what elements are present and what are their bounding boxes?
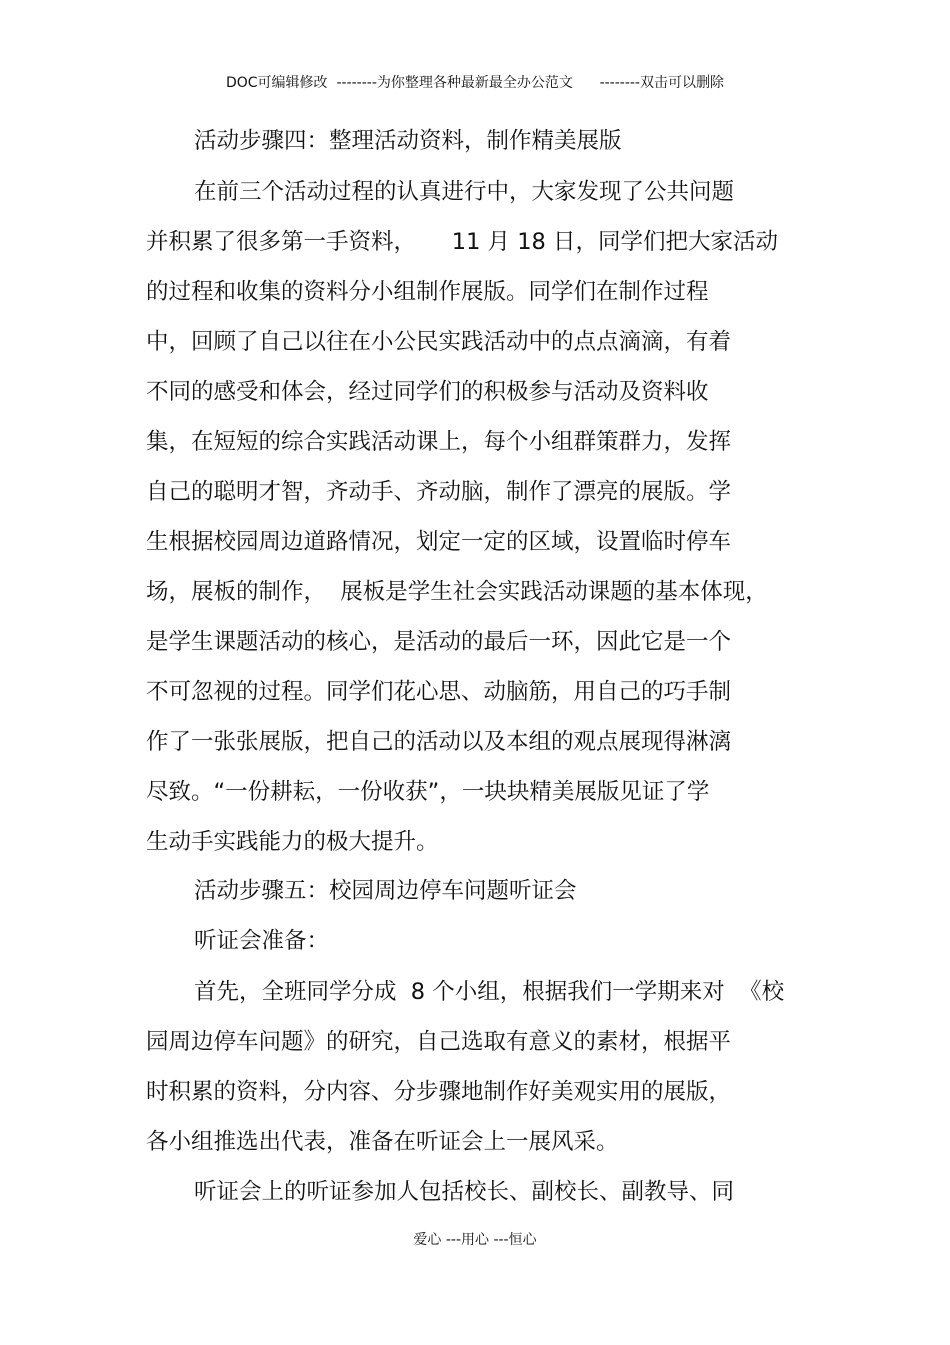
paragraph-line: 园周边停车问题》的研究，自己选取有意义的素材，根据平 bbox=[146, 1029, 732, 1055]
paragraph-line: 时积累的资料，分内容、分步骤地制作好美观实用的展版， bbox=[146, 1079, 732, 1105]
paragraph-line: 不同的感受和体会，经过同学们的积极参与活动及资料收 bbox=[146, 379, 709, 405]
paragraph-line: 场，展板的制作， 展板是学生社会实践活动课题的基本体现， bbox=[146, 579, 768, 605]
paragraph-line: 作了一张张展版，把自己的活动以及本组的观点展现得淋漓 bbox=[146, 729, 732, 755]
paragraph-line: 集，在短短的综合实践活动课上，每个小组群策群力，发挥 bbox=[146, 429, 732, 455]
subheading-preparation: 听证会准备： bbox=[194, 928, 330, 954]
page-header: DOC可编辑修改 --------为你整理各种最新最全办公范文 --------双击可以删除 bbox=[225, 75, 724, 91]
paragraph-line: 并积累了很多第一手资料， 11 月 18 日，同学们把大家活动 bbox=[146, 229, 778, 255]
paragraph-line: 生根据校园周边道路情况，划定一定的区域，设置临时停车 bbox=[146, 529, 732, 555]
paragraph-line: 中，回顾了自己以往在小公民实践活动中的点点滴滴，有着 bbox=[146, 329, 732, 355]
section-heading-step-5: 活动步骤五：校园周边停车问题听证会 bbox=[194, 878, 577, 904]
paragraph-line: 尽致。“一份耕耘，一份收获”，一块块精美展版见证了学 bbox=[146, 779, 710, 805]
paragraph-line: 不可忽视的过程。同学们花心思、动脑筋，用自己的巧手制 bbox=[146, 679, 732, 705]
paragraph-line: 在前三个活动过程的认真进行中，大家发现了公共问题 bbox=[194, 179, 735, 205]
paragraph-line: 生动手实践能力的极大提升。 bbox=[146, 829, 439, 855]
page-footer: 爱心 ---用心 ---恒心 bbox=[413, 1232, 537, 1248]
paragraph-line: 的过程和收集的资料分小组制作展版。同学们在制作过程 bbox=[146, 279, 709, 305]
paragraph-line: 是学生课题活动的核心，是活动的最后一环，因此它是一个 bbox=[146, 629, 732, 655]
paragraph-line: 各小组推选出代表，准备在听证会上一展风采。 bbox=[146, 1129, 619, 1155]
paragraph-line: 首先，全班同学分成 8 个小组，根据我们一学期来对 《校 bbox=[194, 979, 785, 1005]
paragraph-line: 听证会上的听证参加人包括校长、副校长、副教导、同 bbox=[194, 1179, 735, 1205]
section-heading-step-4: 活动步骤四：整理活动资料，制作精美展版 bbox=[194, 128, 622, 154]
paragraph-line: 自己的聪明才智，齐动手、齐动脑，制作了漂亮的展版。学 bbox=[146, 479, 732, 505]
